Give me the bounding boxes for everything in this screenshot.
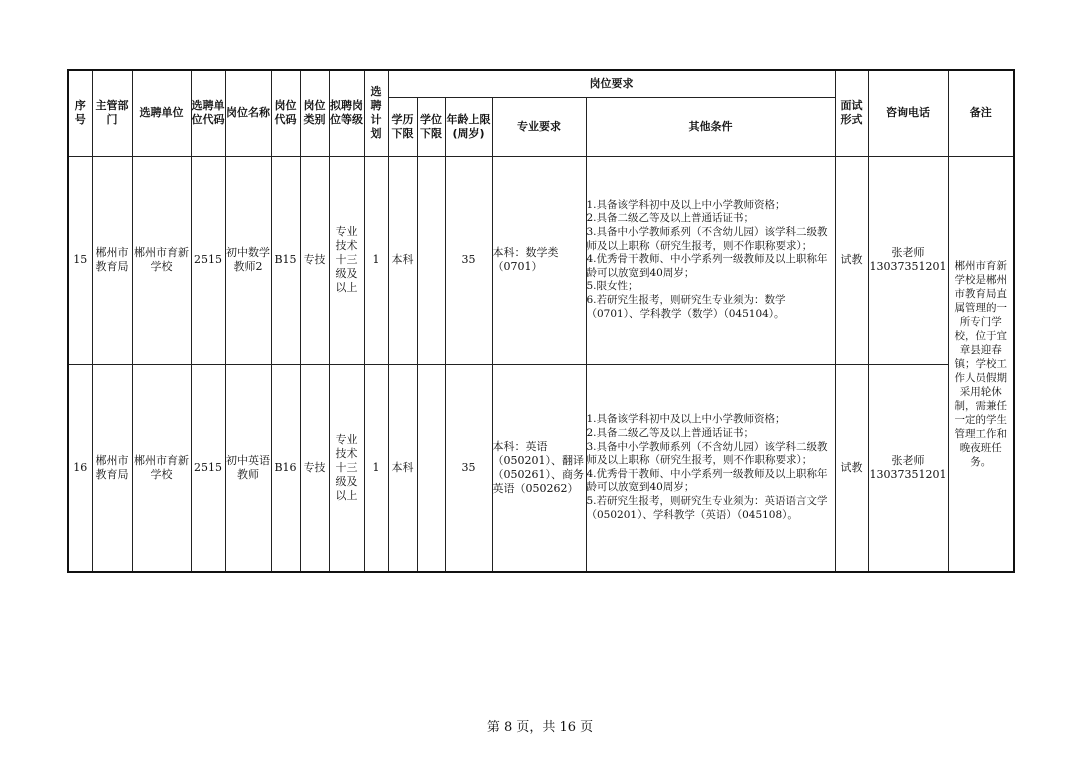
condition-line: 2.具备二级乙等及以上普通话证书； <box>586 212 755 225</box>
header-plan: 选聘计划 <box>364 70 388 156</box>
condition-line: 5.若研究生报考，则研究生专业须为：英语语言文学（050201）、学科教学（英语）（045108）。 <box>586 494 828 521</box>
header-age-max: 年龄上限(周岁) <box>445 97 492 156</box>
cell-unit: 郴州市育新学校 <box>132 156 191 364</box>
cell-degree-min <box>417 156 445 364</box>
contact-name: 张老师 <box>891 246 925 259</box>
header-requirements-group: 岗位要求 <box>388 70 835 97</box>
header-edu-min: 学历下限 <box>388 97 417 156</box>
header-interview: 面试形式 <box>835 70 868 156</box>
condition-line: 2.具备二级乙等及以上普通话证书； <box>586 426 755 439</box>
contact-name: 张老师 <box>891 453 925 467</box>
cell-post-code: B15 <box>271 156 300 364</box>
contact-phone: 13037351201 <box>869 260 947 273</box>
cell-unit-code: 2515 <box>191 364 225 572</box>
cell-age-max: 35 <box>445 364 492 572</box>
cell-post-name: 初中英语教师 <box>225 364 271 572</box>
header-post-name: 岗位名称 <box>225 70 271 156</box>
cell-post-type: 专技 <box>300 364 329 572</box>
cell-interview: 试教 <box>835 156 868 364</box>
header-unit-code: 选聘单位代码 <box>191 70 225 156</box>
cell-contact <box>868 156 948 364</box>
cell-interview: 试教 <box>835 364 868 572</box>
cell-plan: 1 <box>364 156 388 364</box>
cell-post-type: 专技 <box>300 156 329 364</box>
cell-post-code: B16 <box>271 364 300 572</box>
condition-line: 6.若研究生报考，则研究生专业须为：数学（0701）、学科教学（数学）（045104）。 <box>586 293 786 320</box>
condition-line: 4.优秀骨干教师、中小学系列一级教师及以上职称年龄可以放宽到40周岁； <box>586 467 828 494</box>
cell-dept: 郴州市教育局 <box>92 156 132 364</box>
cell-age-max: 35 <box>445 156 492 364</box>
page-number: 第 8 页，共 16 页 <box>486 720 594 735</box>
cell-degree-min <box>417 364 445 572</box>
cell-post-name: 初中数学教师2 <box>225 156 271 364</box>
header-dept: 主管部门 <box>92 70 132 156</box>
condition-line: 5.限女性； <box>586 280 639 293</box>
table-row <box>68 156 1014 364</box>
condition-line: 4.优秀骨干教师、中小学系列一级教师及以上职称年龄可以放宽到40周岁； <box>586 253 828 279</box>
cell-grade: 专业技术十三级及以上 <box>329 156 364 364</box>
cell-plan: 1 <box>364 364 388 572</box>
header-unit: 选聘单位 <box>132 70 191 156</box>
remark-text: 郴州市育新学校是郴州市教育局直属管理的一所专门学校，位于宜章县迎春镇；学校工作人员假期采用轮休制，需兼任一定的学生管理工作和晚夜班任务。 <box>954 259 1007 468</box>
cell-contact <box>868 364 948 572</box>
cell-edu-min: 本科 <box>388 156 417 364</box>
cell-unit: 郴州市育新学校 <box>132 364 191 572</box>
header-degree-min: 学位下限 <box>417 97 445 156</box>
condition-line: 1.具备该学科初中及以上中小学教师资格； <box>586 413 786 426</box>
cell-grade: 专业技术十三级及以上 <box>329 364 364 572</box>
header-major: 专业要求 <box>492 97 586 156</box>
header-other: 其他条件 <box>586 97 835 156</box>
cell-unit-code: 2515 <box>191 156 225 364</box>
condition-line: 1.具备该学科初中及以上中小学教师资格； <box>586 198 786 211</box>
header-grade: 拟聘岗位等级 <box>329 70 364 156</box>
header-phone: 咨询电话 <box>868 70 948 156</box>
cell-edu-min: 本科 <box>388 364 417 572</box>
cell-other-conditions <box>586 364 835 572</box>
cell-major: 本科：英语（050201）、翻译（050261）、商务英语（050262） <box>492 364 586 572</box>
contact-phone: 13037351201 <box>869 467 947 481</box>
cell-major: 本科：数学类（0701） <box>492 156 586 364</box>
recruitment-table <box>67 69 1015 573</box>
condition-line: 3.具备中小学教师系列（不含幼儿园）该学科二级教师及以上职称（研究生报考，则不作职称要求）； <box>586 440 828 467</box>
cell-dept: 郴州市教育局 <box>92 364 132 572</box>
header-post-type: 岗位类别 <box>300 70 329 156</box>
cell-other-conditions <box>586 156 835 364</box>
cell-seq: 16 <box>68 364 92 572</box>
cell-remark <box>948 156 1014 572</box>
cell-seq: 15 <box>68 156 92 364</box>
header-post-code: 岗位代码 <box>271 70 300 156</box>
header-seq: 序号 <box>68 70 92 156</box>
condition-line: 3.具备中小学教师系列（不含幼儿园）该学科二级教师及以上职称（研究生报考，则不作职称要求）； <box>586 226 828 252</box>
header-remark: 备注 <box>948 70 1014 156</box>
table-row <box>68 364 1014 572</box>
